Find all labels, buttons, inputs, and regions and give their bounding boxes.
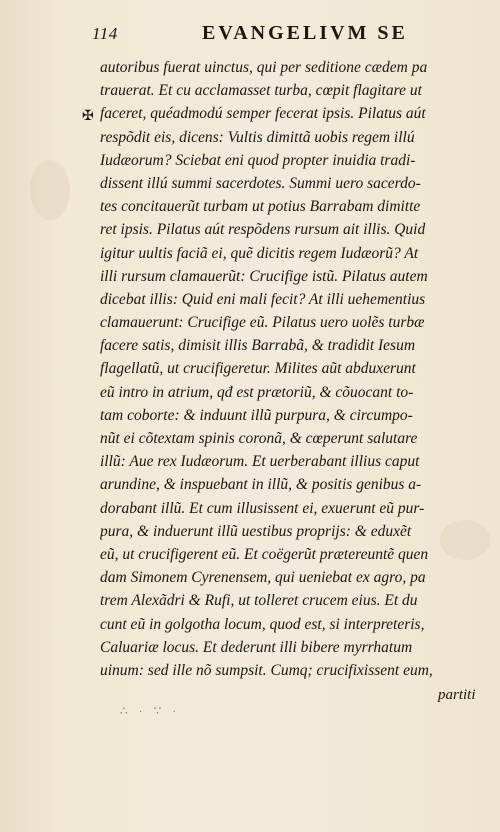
- text-line: dorabant illũ. Et cum illusissent ei, exuerunt eũ pur-: [100, 499, 425, 517]
- text-line: clamauerunt: Crucifige eũ. Pilatus uero uolẽs turbæ: [100, 314, 425, 332]
- text-line: dicebat illis: Quid eni mali fecit? At illi uehementius: [100, 290, 426, 308]
- catchword: partiti: [438, 687, 476, 703]
- text-line: trauerat. Et cu acclamasset turba, cœpit flagitare ut: [100, 82, 422, 100]
- text-line: faceret, quéadmodú semper fecerat ipsis. Pilatus aút: [100, 105, 426, 123]
- marginal-mark: ✠: [82, 109, 94, 124]
- text-line: autoribus fuerat uinctus, qui per seditione cædem pa: [100, 59, 428, 76]
- text-line: eũ, ut crucifigerent eũ. Et coëgerũt prætereuntẽ quen: [100, 545, 429, 563]
- show-through-marks: ∴ · ∵ ·: [120, 704, 181, 718]
- text-line: cunt eũ in golgotha locum, quod est, si interpreteris,: [100, 615, 425, 633]
- text-line: flagellatũ, ut crucifigeretur. Milites aũt abduxerunt: [100, 360, 416, 378]
- text-line: Caluariæ locus. Et dederunt illi bibere myrrhatum: [100, 638, 413, 656]
- body-text: [100, 56, 490, 682]
- text-line: trem Alexãdri & Rufi, ut tolleret crucem eius. Et du: [100, 592, 418, 610]
- text-line: illi rursum clamauerũt: Crucifige istũ. Pilatus autem: [100, 267, 428, 285]
- text-line: pura, & induerunt illũ uestibus proprijs: & eduxẽt: [100, 522, 412, 540]
- text-line: nũt ei cõtextam spinis coronã, & cœperunt salutare: [100, 430, 418, 447]
- text-line: uinum: sed ille nõ sumpsit. Cumq; crucifixissent eum,: [100, 661, 433, 679]
- text-line: igitur uultis faciã ei, quẽ dicitis regem Iudæorũ? At: [100, 244, 419, 262]
- page-number: 114: [92, 24, 118, 43]
- text-line: respõdit eis, dicens: Vultis dimittã uobis regem illú: [100, 128, 415, 146]
- text-line: dam Simonem Cyrenensem, qui ueniebat ex agro, pa: [100, 569, 426, 587]
- text-line: ret ipsis. Pilatus aút respõdens rursum ait illis. Quid: [100, 221, 426, 239]
- paper-stain: [30, 160, 70, 220]
- text-line: tes concitauerũt turbam ut potius Barrabam dimitte: [100, 198, 421, 216]
- running-title: EVANGELIVM SE: [202, 22, 408, 44]
- text-line: tam coborte: & induunt illũ purpura, & circumpo-: [100, 406, 413, 424]
- text-line: dissent illú summi sacerdotes. Summi uero sacerdo-: [100, 174, 421, 192]
- text-line: Iudæorum? Sciebat eni quod propter inuidia tradi-: [100, 151, 416, 169]
- text-line: facere satis, dimisit illis Barrabã, & tradidit Iesum: [100, 337, 416, 355]
- running-head: [92, 22, 432, 48]
- text-line: arundine, & inspuebant in illũ, & positis genibus a-: [100, 476, 422, 494]
- text-line: illũ: Aue rex Iudæorum. Et uerberabant illius caput: [100, 453, 420, 471]
- text-line: eũ intro in atrium, qđ est prætoriũ, & cõuocant to-: [100, 383, 414, 401]
